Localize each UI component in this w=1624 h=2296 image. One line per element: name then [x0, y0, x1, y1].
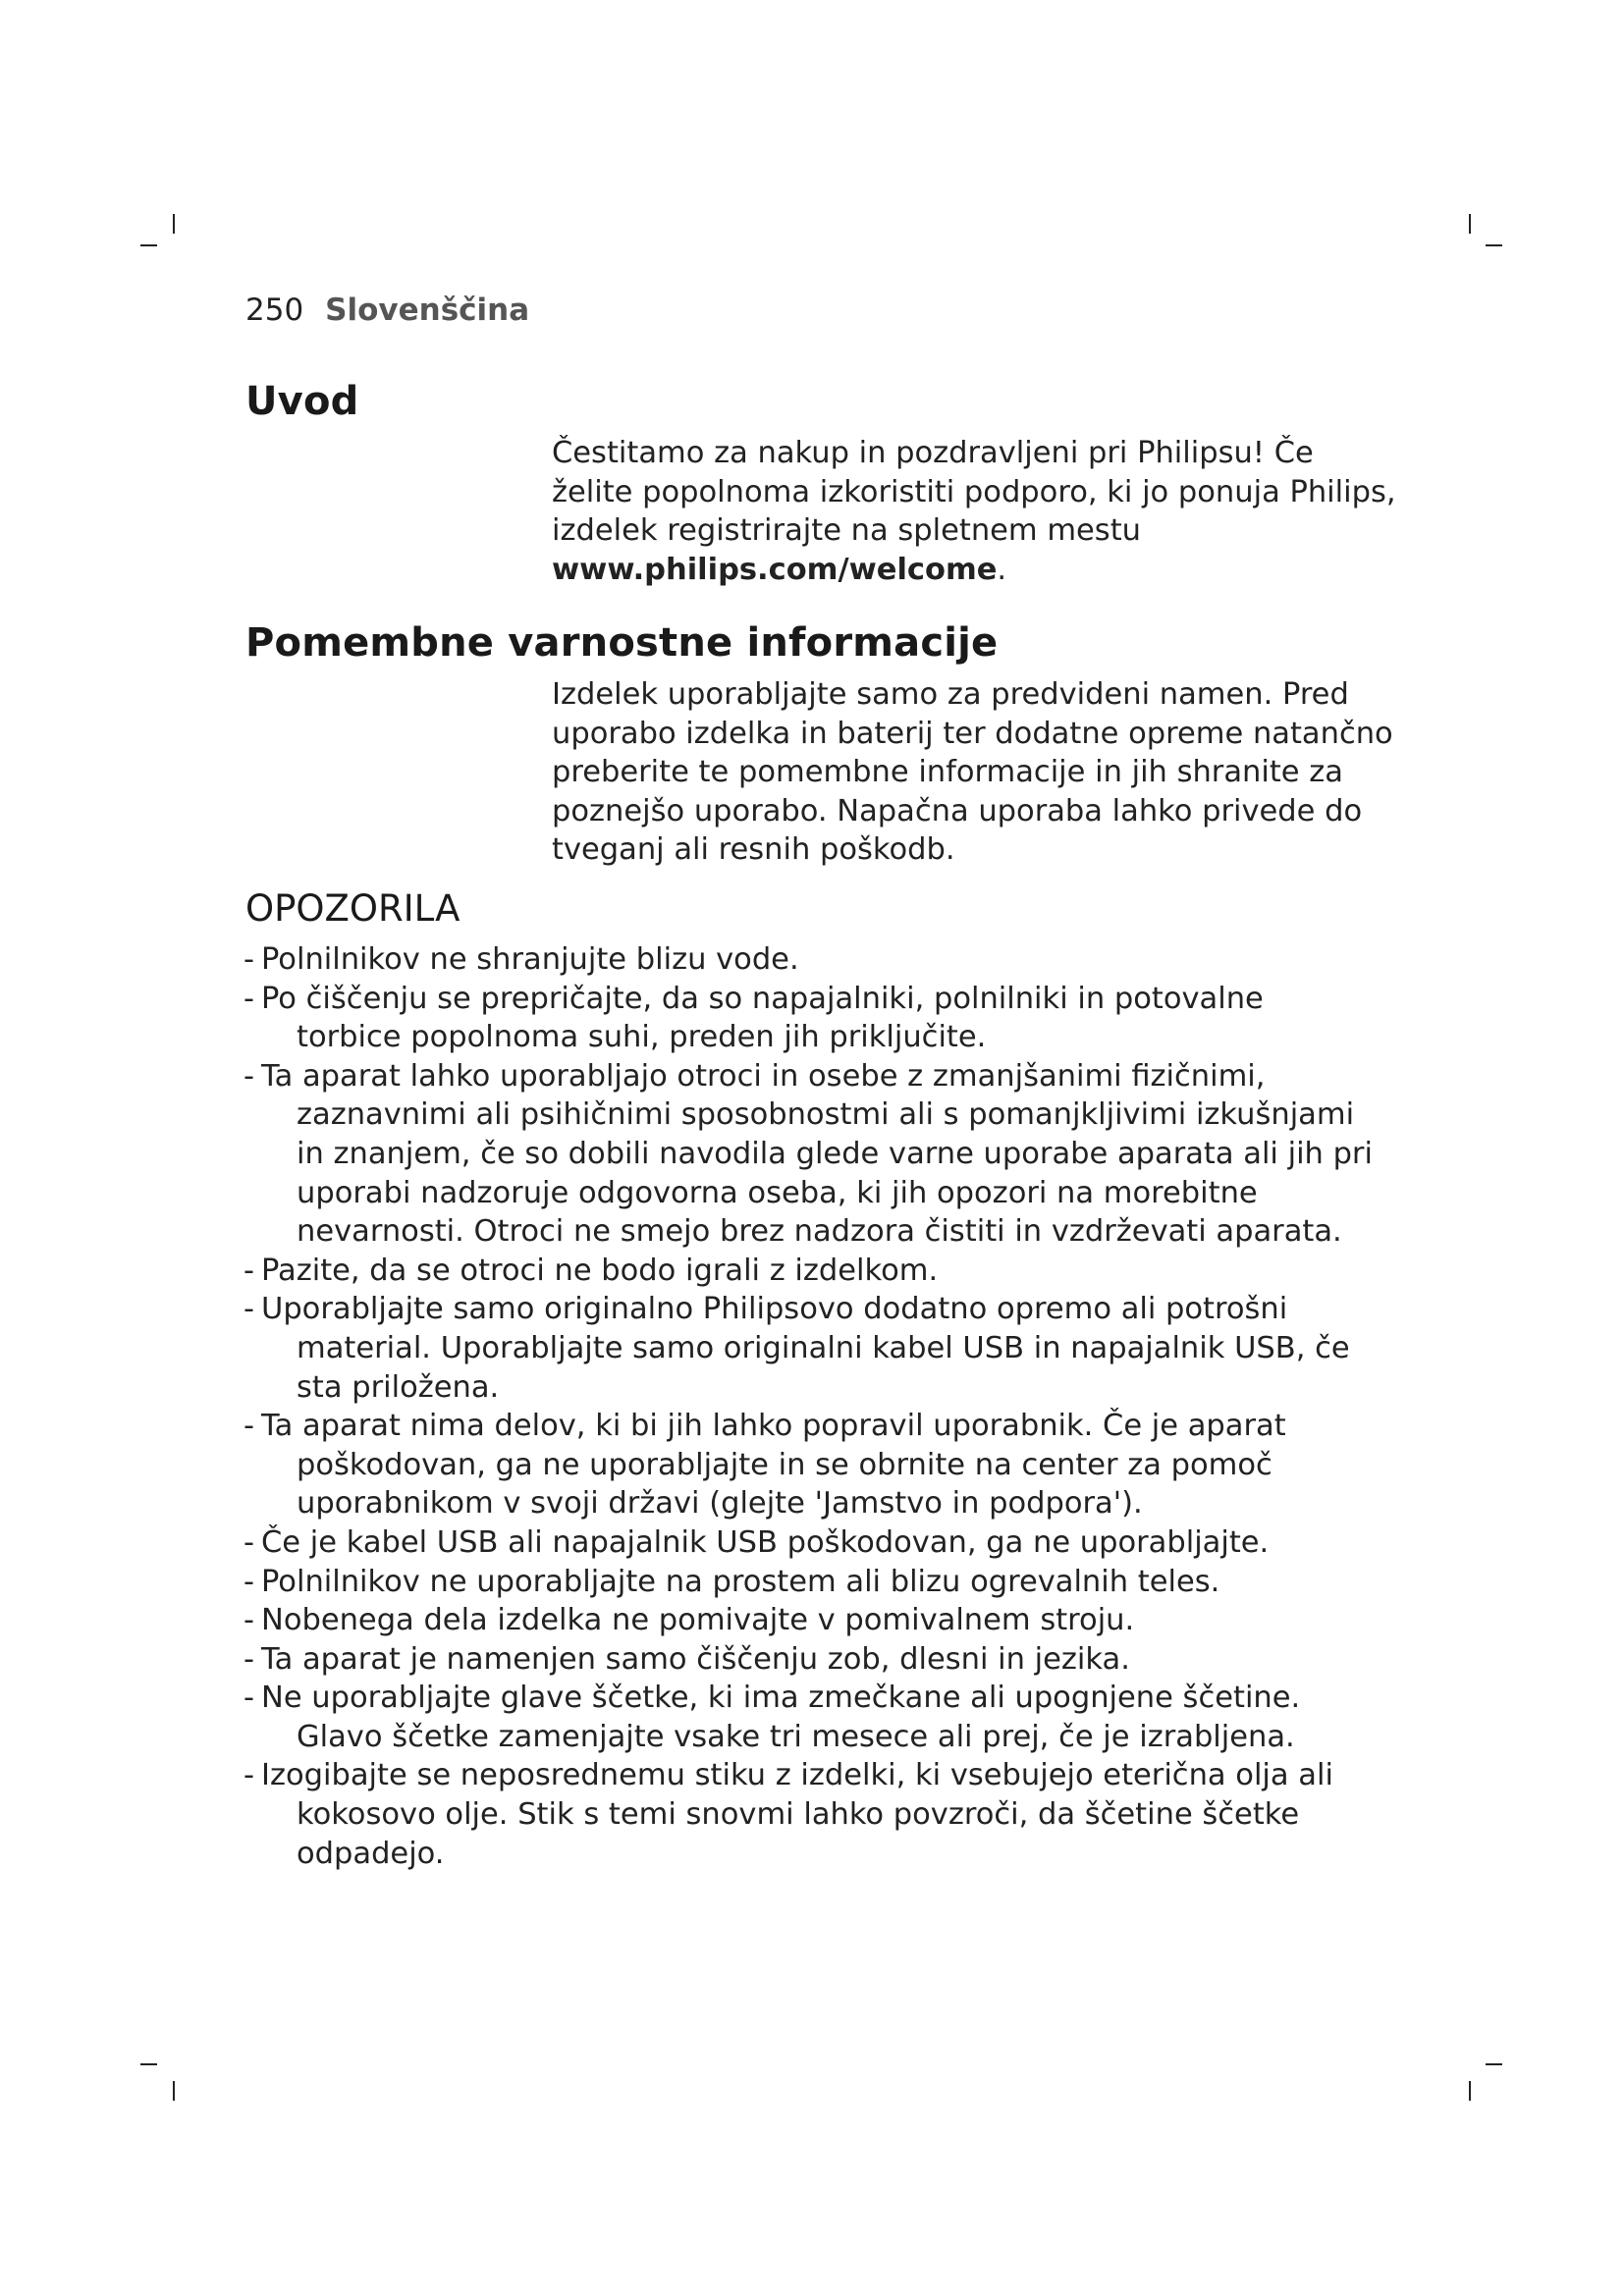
crop-mark-top-left-h	[140, 244, 157, 246]
warnings-title: OPOZORILA	[245, 887, 460, 930]
crop-mark-top-right-h	[1486, 244, 1502, 246]
page-header	[245, 293, 529, 328]
safety-title: Pomembne varnostne informacije	[245, 620, 999, 666]
safety-paragraph: Izdelek uporabljajte samo za predvideni namen. Pred uporabo izdelka in baterij ter dodatne opreme natančno preberite te pomembne informacije in jih shranite za poznejšo uporabo. Napačna uporaba lahko privede do tveganj ali resnih poškodb.	[552, 677, 1393, 867]
warning-item	[244, 1679, 1373, 1756]
warning-dash: -	[244, 1603, 255, 1638]
warning-item	[244, 940, 1373, 980]
warning-item	[244, 1252, 1373, 1291]
intro-title: Uvod	[245, 379, 359, 424]
warning-item	[244, 1290, 1373, 1407]
warning-dash: -	[244, 1758, 255, 1793]
crop-mark-bottom-left-v	[173, 2081, 175, 2101]
warning-text: Ta aparat lahko uporabljajo otroci in osebe z zmanjšanimi fizičnimi, zaznavnimi ali psihičnimi sposobnostmi ali s pomanjkljivimi izkušnjami in znanjem, če so dobili navodila glede varne uporabe aparata ali jih pri uporabi nadzoruje odgovorna oseba, ki jih opozori na morebitne nevarnosti. Otroci ne smejo brez nadzora čistiti in vzdrževati aparata.	[261, 1058, 1373, 1250]
warning-text: Polnilnikov ne shranjujte blizu vode.	[261, 942, 799, 977]
warning-item	[244, 1407, 1373, 1523]
language-label: Slovenščina	[325, 293, 530, 328]
warning-text: Če je kabel USB ali napajalnik USB poškodovan, ga ne uporabljajte.	[261, 1524, 1270, 1560]
warning-dash: -	[244, 981, 255, 1016]
warning-text: Polnilnikov ne uporabljajte na prostem ali blizu ogrevalnih teles.	[261, 1564, 1220, 1599]
warning-text: Ta aparat nima delov, ki bi jih lahko popravil uporabnik. Če je aparat poškodovan, ga ne uporabljajte in se obrnite na center za pomoč uporabnikom v svoji državi (glejte 'Jamstvo in podpora').	[261, 1409, 1286, 1522]
warning-item	[244, 1601, 1373, 1640]
crop-mark-bottom-right-v	[1469, 2081, 1471, 2101]
crop-mark-top-left-v	[173, 214, 175, 234]
intro-url-suffix: .	[997, 552, 1007, 587]
warning-dash: -	[244, 1524, 255, 1560]
website-link[interactable]: www.philips.com/welcome	[552, 552, 998, 587]
warning-text: Ta aparat je namenjen samo čiščenju zob, dlesni in jezika.	[261, 1641, 1130, 1677]
crop-mark-bottom-right-h	[1486, 2063, 1502, 2065]
warning-item	[244, 1057, 1373, 1252]
warning-text: Nobenega dela izdelka ne pomivajte v pomivalnem stroju.	[261, 1603, 1135, 1638]
warning-item	[244, 1756, 1373, 1873]
page-number: 250	[245, 293, 304, 328]
warning-dash: -	[244, 1409, 255, 1444]
crop-mark-top-right-v	[1469, 214, 1471, 234]
warning-text: Pazite, da se otroci ne bodo igrali z izdelkom.	[261, 1253, 939, 1288]
warning-text: Uporabljajte samo originalno Philipsovo dodatno opremo ali potrošni material. Uporabljajte samo originalni kabel USB in napajalnik USB, če sta priložena.	[261, 1292, 1350, 1405]
warning-dash: -	[244, 1564, 255, 1599]
crop-mark-bottom-left-h	[140, 2063, 157, 2065]
warning-item	[244, 1523, 1373, 1563]
warning-dash: -	[244, 1253, 255, 1288]
warning-text: Po čiščenju se prepričajte, da so napajalniki, polnilniki in potovalne torbice popolnoma suhi, preden jih priključite.	[261, 981, 1264, 1055]
warnings-list	[244, 940, 1373, 1873]
warning-dash: -	[244, 1058, 255, 1094]
intro-text: Čestitamo za nakup in pozdravljeni pri Philipsu! Če želite popolnoma izkoristiti podporo, ki jo ponuja Philips, izdelek registrirajte na spletnem mestu	[552, 436, 1396, 548]
warning-text: Izogibajte se neposrednemu stiku z izdelki, ki vsebujejo eterična olja ali kokosovo olje. Stik s temi snovmi lahko povzroči, da ščetine ščetke odpadejo.	[261, 1758, 1333, 1871]
intro-paragraph	[552, 434, 1396, 589]
warning-dash: -	[244, 1641, 255, 1677]
warning-item	[244, 1563, 1373, 1602]
warning-text: Ne uporabljajte glave ščetke, ki ima zmečkane ali upognjene ščetine. Glavo ščetke zamenjajte vsake tri mesece ali prej, če je izrabljena.	[261, 1681, 1301, 1754]
warning-dash: -	[244, 1681, 255, 1716]
warning-dash: -	[244, 1292, 255, 1327]
warning-item	[244, 980, 1373, 1057]
warning-item	[244, 1640, 1373, 1680]
warning-dash: -	[244, 942, 255, 977]
